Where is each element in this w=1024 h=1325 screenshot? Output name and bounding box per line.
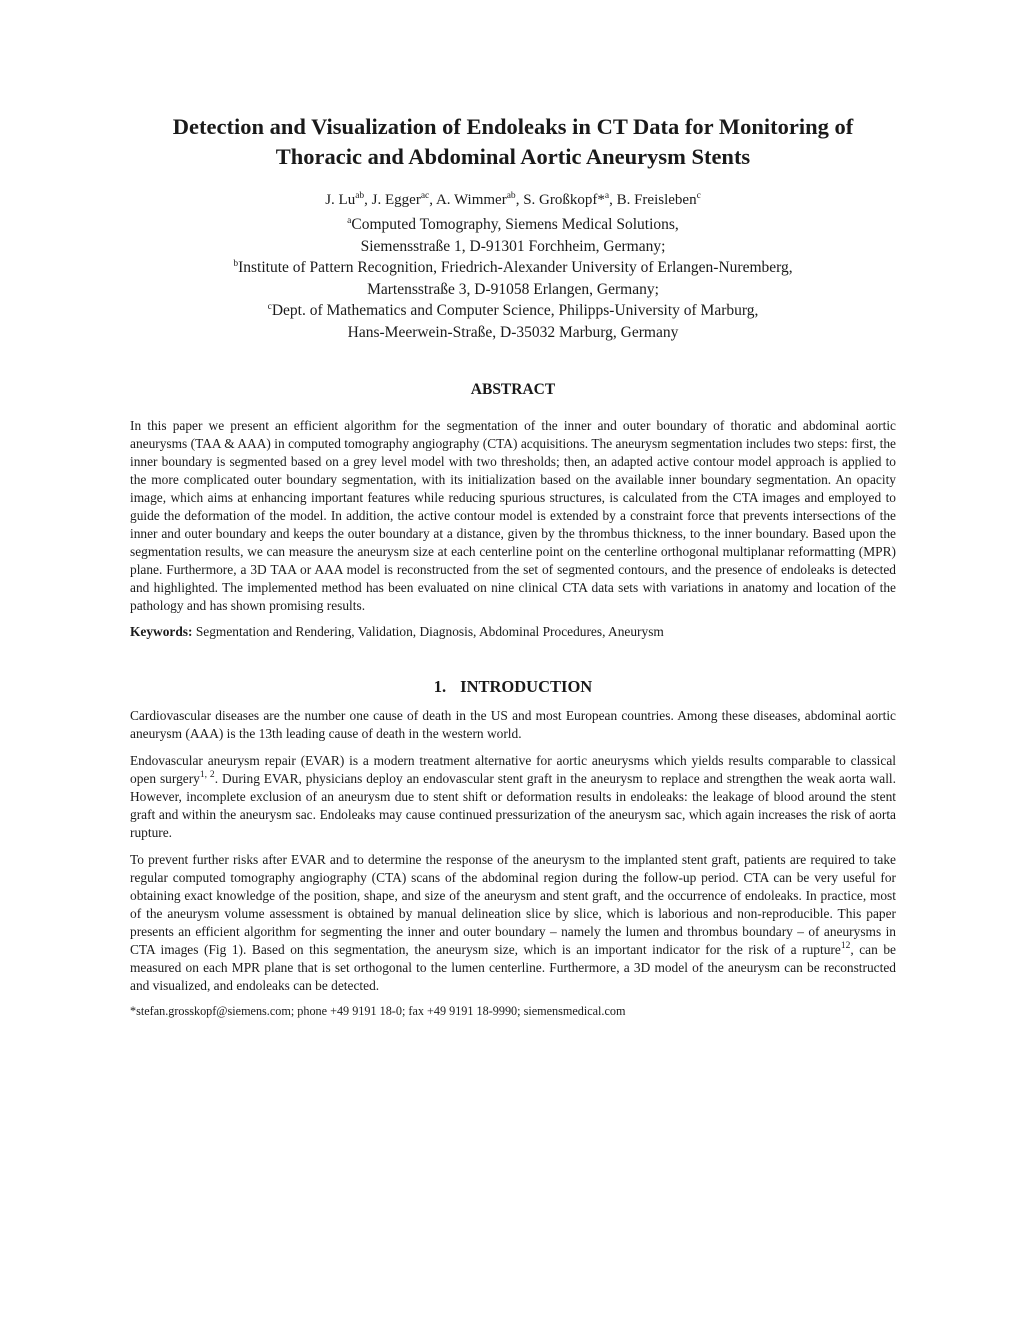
section-heading-introduction [130,677,896,697]
keywords [130,623,896,641]
affiliation-a-line-1: $^a$Computed Tomography, Siemens Medical Solutions, [347,216,679,233]
abstract-text: In this paper we present an efficient algorithm for the segmentation of the inner and outer boundary of thoratic and abdominal aortic aneurysms (TAA & AAA) in computed tomography angiography (CTA) acquisitions. The aneurysm segmentation includes two steps: first, the inner boundary is segmented based on a grey level model with two thresholds; then, an adapted active contour model approach is applied to the more complicated outer boundary segmentation, with its initialization based on the available inner boundary segmentation. An opacity image, which aims at enhancing important features while reducing spurious structures, is calculated from the CTA images and employed to guide the deformation of the model. In addition, the active contour model is extended by a constraint force that prevents intersections of the inner and outer boundary and keeps the outer boundary at a distance, given by the thrombus thickness, to the inner boundary. Based upon the segmentation results, we can measure the aneurysm size at each centerline point on the centerline orthogonal multiplanar reformatting (MPR) plane. Furthermore, a 3D TAA or AAA model is reconstructed from the set of segmented contours, and the presence of endoleaks is detected and highlighted. The implemented method has been evaluated on nine clinical CTA data sets with variations in anatomy and location of the pathology and has shown promising results. [130,418,896,613]
affiliation-b-line-1: $^b$Institute of Pattern Recognition, Friedrich-Alexander University of Erlangen-Nuremberg, [233,259,793,276]
citation: 1, 2 [199,770,215,780]
intro-paragraph-1: Cardiovascular diseases are the number one cause of death in the US and most European countries. Among these diseases, abdominal aortic aneurysm (AAA) is the 13th leading cause of death in the western world. [130,708,896,741]
section-title: INTRODUCTION [460,677,593,696]
keywords-list: Segmentation and Rendering, Validation, Diagnosis, Abdominal Procedures, Aneurysm [195,624,664,639]
author: J. Egger$^{ac}$, [371,191,436,208]
title-line-2: Thoracic and Abdominal Aortic Aneurysm Stents [275,144,751,169]
paper-page [130,112,896,1019]
author: S. Großkopf*$^a$, [523,191,617,208]
paper-title [130,112,896,172]
affiliation-c-line-1: $^c$Dept. of Mathematics and Computer Science, Philipps-University of Marburg, [267,302,759,319]
intro-paragraph-3: To prevent further risks after EVAR and to determine the response of the aneurysm to the implanted stent graft, patients are required to take regular computed tomography angiography (CTA) scans of the abdominal region during the follow-up period. CTA can be very useful for obtaining exact knowledge of the position, shape, and size of the aneurysm and stent graft, and the occurrence of endoleaks. In practice, most of the aneurysm volume assessment is obtained by manual delineation slice by slice, which is laborious and non-reproducible. This paper presents an efficient algorithm for segmenting the inner and outer boundary – namely the lumen and thrombus boundary – of aneurysms in CTA images (Fig 1). Based on this segmentation, the aneurysm size, which is an important indicator for the risk of a rupture$^{12}$, can be measured on each MPR plane that is set orthogonal to the lumen centerline. Furthermore, a 3D model of the aneurysm can be reconstructed and visualized, and endoleaks can be detected. [130,852,896,993]
author: B. Freisleben$^c$ [616,191,701,208]
author-list [130,190,896,210]
author: A. Wimmer$^{ab}$, [435,191,524,208]
intro-paragraph-2: Endovascular aneurysm repair (EVAR) is a modern treatment alternative for aortic aneurysms which yields results comparable to classical open surgery$^{1, 2}$. During EVAR, physicians deploy an endovascular stent graft in the aneurysm to replace and strengthen the weak aorta wall. However, incomplete exclusion of an aneurysm due to stent shift or deformation results in endoleaks: the leakage of blood around the stent graft and within the aneurysm sac. Endoleaks may cause continued pressurization of the aneurysm sac, which again increases the risk of aorta rupture. [130,753,897,840]
section-number: 1. [433,677,447,696]
citation: 12 [840,941,851,951]
affiliation-a-line-2: Siemensstraße 1, D-91301 Forchheim, Germany; [360,237,666,255]
footnote: *stefan.grosskopf@siemens.com; phone +49 9191 18-0; fax +49 9191 18-9990; siemensmedical.com [130,1004,626,1018]
affiliation-b-line-2: Martensstraße 3, D-91058 Erlangen, Germany; [367,280,659,298]
affiliation-c-line-2: Hans-Meerwein-Straße, D-35032 Marburg, Germany [347,323,679,341]
affiliations [130,214,896,343]
author: J. $Lu^{ab}$, [325,191,372,208]
keywords-label: Keywords: [130,624,193,639]
abstract-heading: ABSTRACT [470,381,556,398]
title-line-1: Detection and Visualization of Endoleaks in CT Data for Monitoring of [172,114,854,139]
